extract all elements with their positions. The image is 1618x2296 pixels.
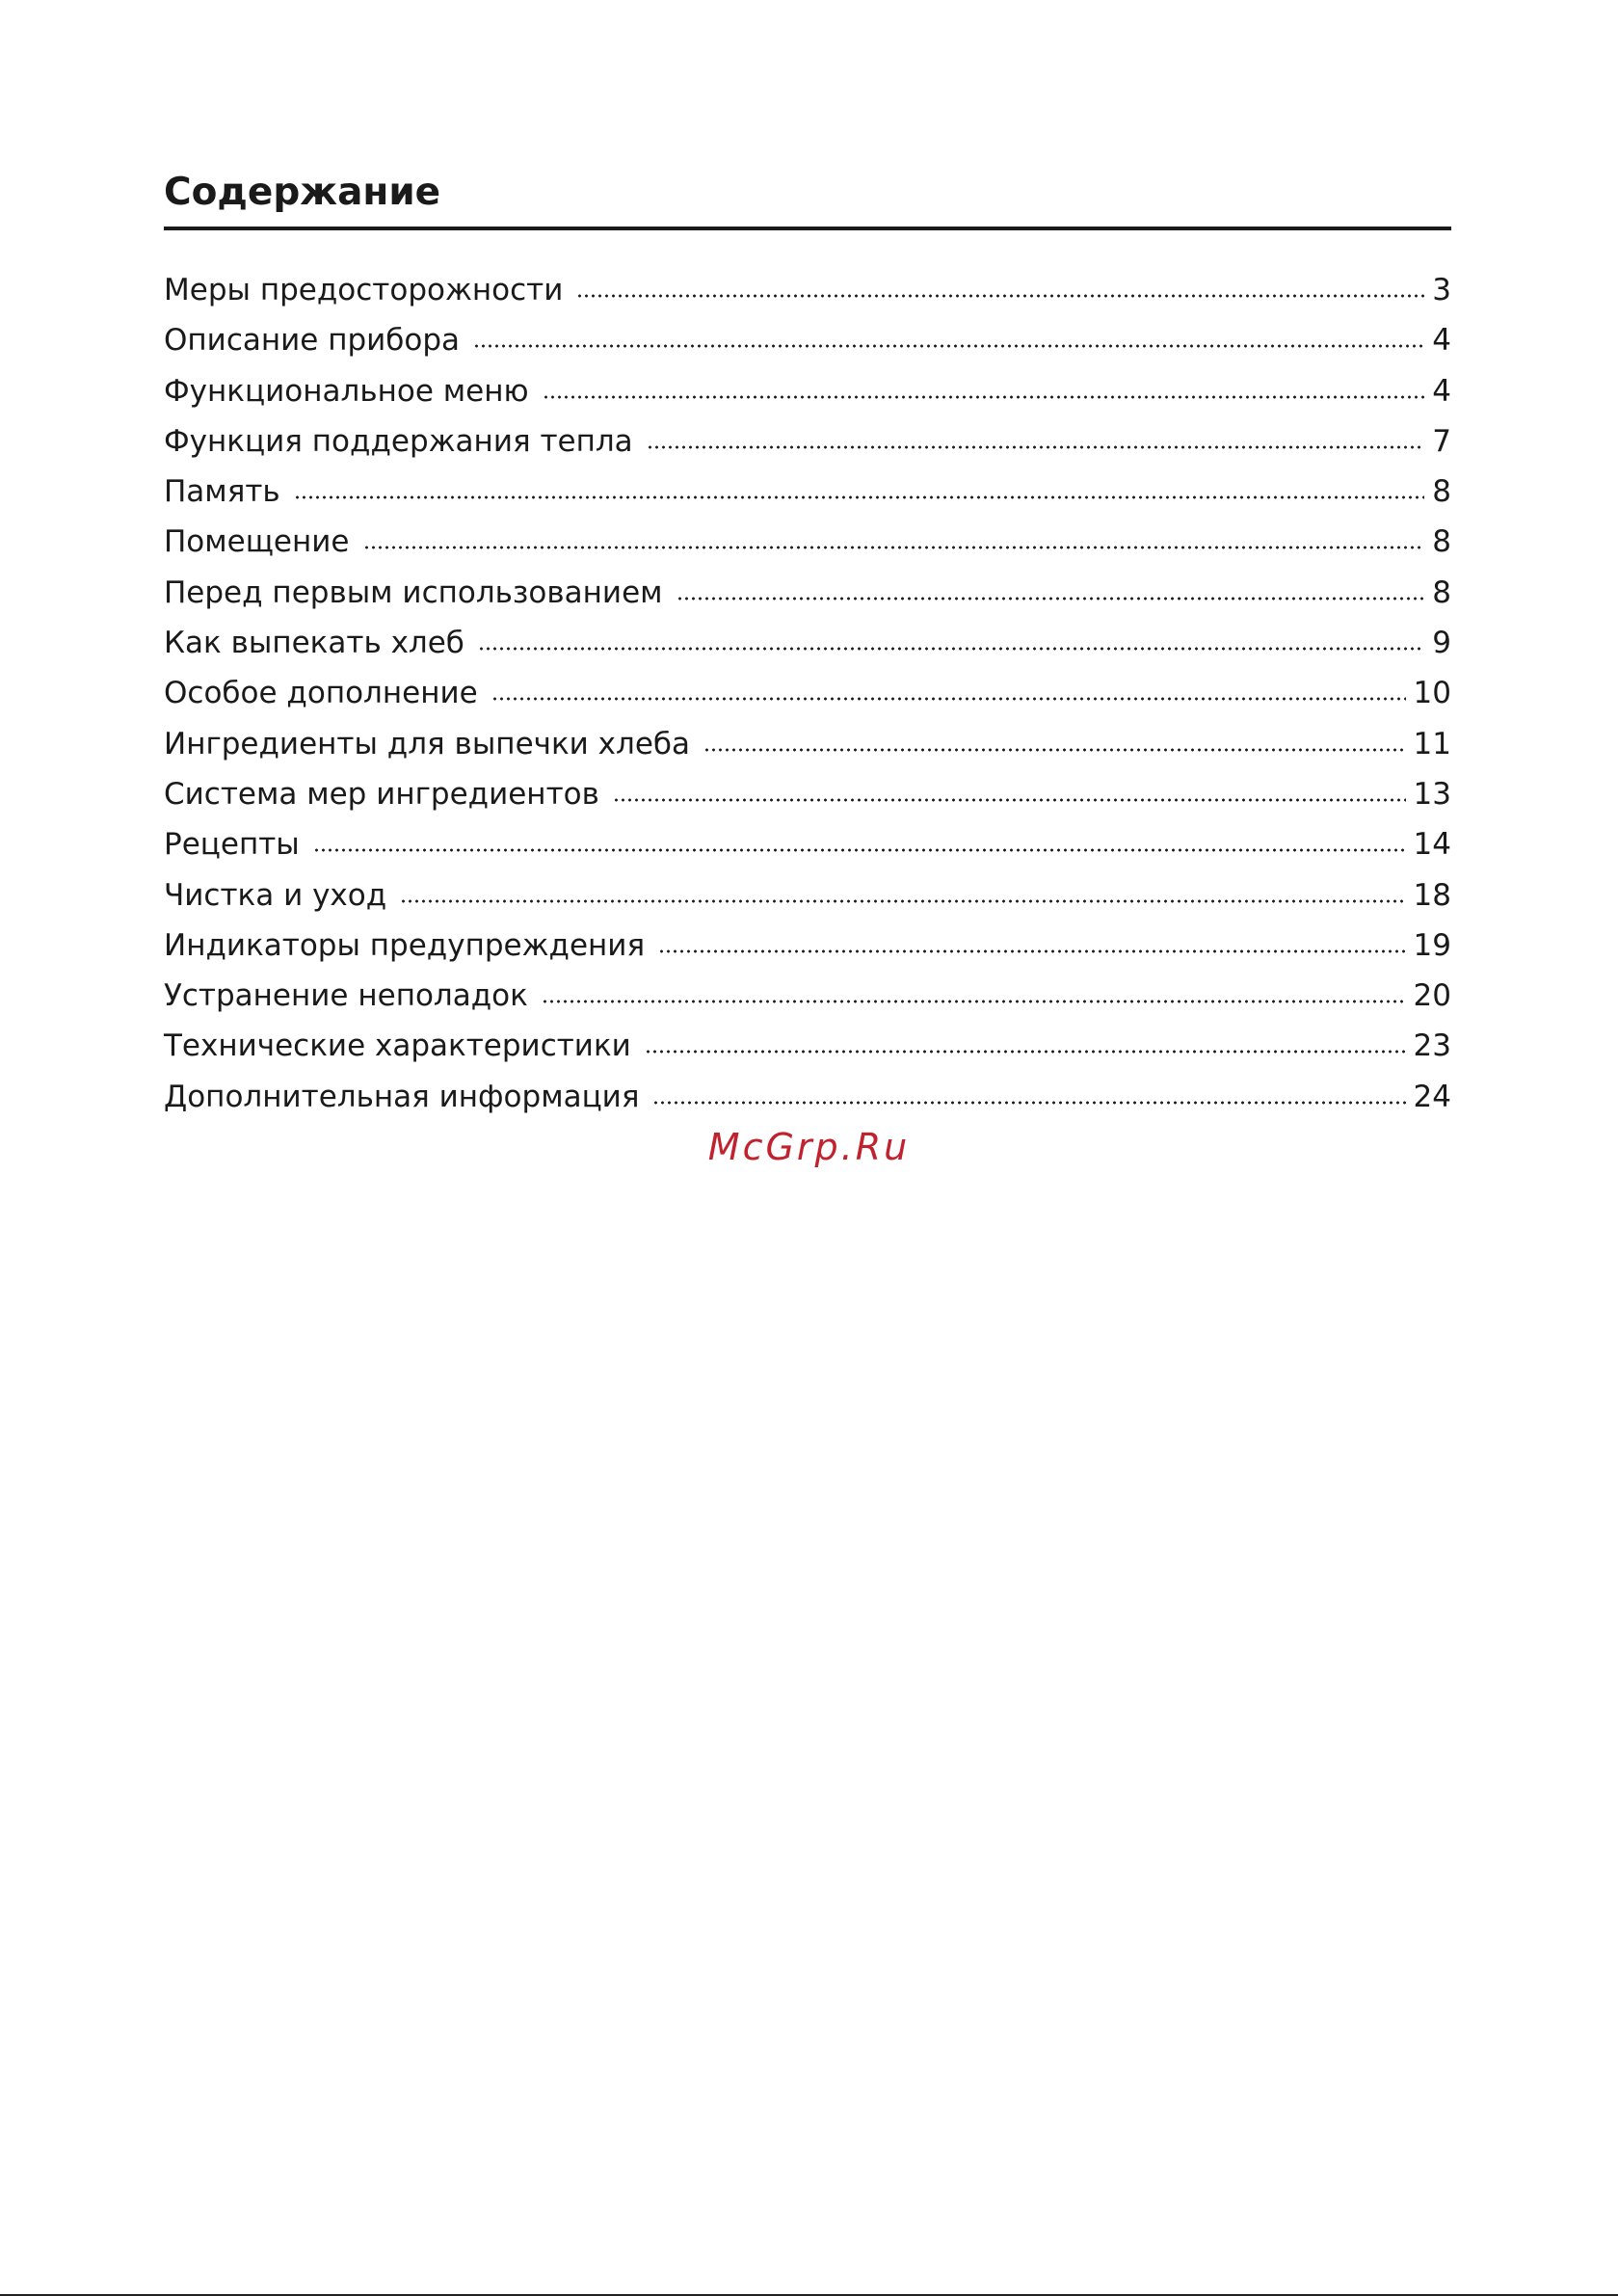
toc-list (164, 265, 1451, 1122)
toc-entry-page: 23 (1413, 1028, 1451, 1064)
toc-entry[interactable] (164, 618, 1451, 668)
toc-entry-label: Система мер ингредиентов (164, 776, 599, 812)
toc-entry-label: Память (164, 474, 280, 510)
toc-dot-leader (576, 294, 1424, 298)
toc-entry-page: 11 (1413, 726, 1451, 761)
toc-entry-label: Технические характеристики (164, 1028, 631, 1064)
toc-entry[interactable] (164, 668, 1451, 718)
toc-dot-leader (294, 495, 1425, 499)
toc-dot-leader (473, 344, 1424, 348)
toc-entry[interactable] (164, 769, 1451, 819)
toc-dot-leader (542, 1000, 1406, 1003)
toc-entry-page: 13 (1413, 776, 1451, 812)
toc-dot-leader (652, 1101, 1405, 1105)
toc-entry[interactable] (164, 921, 1451, 971)
toc-entry-page: 4 (1432, 323, 1451, 359)
toc-entry[interactable] (164, 315, 1451, 365)
toc-entry-label: Устранение неполадок (164, 978, 528, 1014)
toc-entry-page: 8 (1432, 574, 1451, 610)
toc-entry-label: Помещение (164, 524, 350, 560)
toc-entry[interactable] (164, 1021, 1451, 1071)
toc-entry[interactable] (164, 517, 1451, 567)
toc-title: Содержание (164, 171, 441, 214)
toc-entry-label: Описание прибора (164, 323, 461, 359)
toc-dot-leader (645, 1050, 1406, 1054)
toc-dot-leader (676, 597, 1425, 601)
toc-entry-page: 3 (1432, 273, 1451, 307)
toc-entry[interactable] (164, 870, 1451, 921)
toc-entry[interactable] (164, 568, 1451, 618)
toc-entry-label: Рецепты (164, 827, 300, 863)
toc-entry-label: Дополнительная информация (164, 1079, 640, 1114)
toc-entry-label: Функциональное меню (164, 373, 529, 409)
toc-entry-label: Ингредиенты для выпечки хлеба (164, 726, 691, 761)
toc-entry-label: Чистка и уход (164, 877, 387, 913)
toc-entry-page: 10 (1413, 676, 1451, 711)
toc-dot-leader (313, 848, 1406, 852)
toc-entry[interactable] (164, 819, 1451, 869)
toc-entry-page: 8 (1432, 474, 1451, 510)
toc-entry-page: 4 (1432, 373, 1451, 409)
toc-entry[interactable] (164, 1072, 1451, 1122)
toc-entry[interactable] (164, 971, 1451, 1021)
document-page (164, 162, 1451, 1122)
toc-dot-leader (400, 899, 1405, 903)
toc-entry-page: 14 (1413, 827, 1451, 863)
toc-entry-label: Индикаторы предупреждения (164, 927, 646, 963)
toc-entry-page: 7 (1432, 423, 1451, 459)
toc-entry[interactable] (164, 467, 1451, 517)
toc-dot-leader (363, 546, 1425, 549)
toc-entry-page: 19 (1413, 927, 1451, 963)
toc-entry-page: 18 (1413, 877, 1451, 913)
title-divider (164, 227, 1451, 230)
toc-entry-page: 8 (1432, 524, 1451, 560)
watermark-text: McGrp.Ru (707, 1126, 911, 1168)
toc-entry[interactable] (164, 416, 1451, 467)
toc-entry-page: 20 (1413, 978, 1451, 1014)
toc-entry[interactable] (164, 265, 1451, 315)
toc-entry-label: Функция поддержания тепла (164, 423, 633, 459)
toc-dot-leader (703, 748, 1406, 752)
toc-dot-leader (658, 949, 1405, 953)
toc-entry-label: Как выпекать хлеб (164, 626, 464, 661)
toc-dot-leader (478, 647, 1424, 651)
toc-entry-label: Особое дополнение (164, 676, 478, 711)
toc-dot-leader (491, 697, 1406, 701)
toc-entry-page: 9 (1432, 626, 1451, 661)
toc-entry-label: Перед первым использованием (164, 574, 663, 610)
toc-dot-leader (543, 395, 1425, 399)
toc-entry-label: Меры предосторожности (164, 273, 564, 307)
toc-entry[interactable] (164, 719, 1451, 769)
toc-dot-leader (613, 798, 1406, 802)
toc-entry-page: 24 (1413, 1079, 1451, 1114)
toc-dot-leader (647, 445, 1425, 449)
toc-entry[interactable] (164, 366, 1451, 416)
